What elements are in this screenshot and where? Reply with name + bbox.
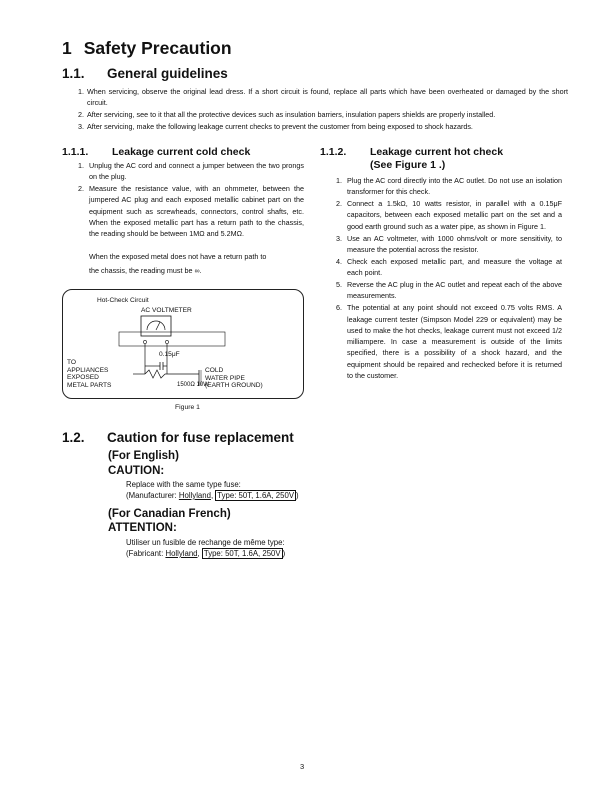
- appliance-label-line: METAL PARTS: [67, 381, 112, 389]
- list-item: [336, 175, 562, 198]
- section-title: [62, 38, 232, 59]
- cold-check-note-1: When the exposed metal does not have a return path to: [89, 252, 267, 261]
- cold-check-list: [78, 160, 304, 240]
- hot-check-title: Leakage current hot check: [370, 146, 504, 158]
- appliance-label-line: TO: [67, 359, 77, 366]
- list-item: [336, 302, 562, 381]
- french-spec-post: ): [282, 549, 286, 558]
- general-title: General guidelines: [107, 66, 228, 81]
- fuse-heading: [62, 430, 294, 445]
- item-text: After servicing, see to it that all the protective devices such as insulation barriers, insulation papers shields are properly installed.: [87, 110, 496, 120]
- english-spec-pre: (Manufacturer:: [126, 491, 179, 500]
- cold-check-note-2: the chassis, the reading must be ∞.: [89, 266, 202, 275]
- hot-check-heading: [320, 146, 503, 158]
- ground-label-line: COLD: [205, 367, 224, 374]
- general-heading: [62, 66, 228, 81]
- list-item: [78, 160, 304, 183]
- item-number: 2.: [78, 110, 84, 120]
- general-list: [78, 86, 568, 133]
- item-number: 3.: [336, 233, 342, 243]
- section-number: 1: [62, 38, 72, 58]
- hot-check-subtitle: (See Figure 1 .): [370, 159, 446, 171]
- hot-check-list: [336, 175, 562, 382]
- cold-check-heading: [62, 146, 250, 158]
- list-item: [336, 233, 562, 256]
- list-item: [78, 183, 304, 239]
- item-text: Use an AC voltmeter, with 1000 ohms/volt or more sensitivity, to measure the potential across the resistor.: [347, 233, 562, 254]
- fuse-title: Caution for fuse replacement: [107, 430, 294, 445]
- french-line1: Utiliser un fusible de rechange de même type:: [126, 538, 285, 547]
- item-number: 3.: [78, 122, 84, 132]
- figure-caption: Figure 1: [175, 404, 200, 411]
- page-number: 3: [300, 762, 305, 771]
- figure-title: Hot-Check Circuit: [97, 297, 149, 304]
- item-text: The potential at any point should not exceed 0.75 volts RMS. A leakage current tester (Simpson Model 229 or equivalent) may be used to make the hot checks, leakage current must not exceed 1/2 milliampere. In case a measurement is outside of the limits specified, there is a possibility of a shock hazard, and the equipment should be repaired and rechecked before it is returned to the customer.: [347, 303, 562, 381]
- french-heading: (For Canadian French): [108, 508, 231, 520]
- general-number: 1.1.: [62, 66, 85, 81]
- french-fuse-type: Type: 50T, 1.6A, 250V: [203, 549, 281, 558]
- hot-check-number: 1.1.2.: [320, 146, 347, 158]
- english-line1: Replace with the same type fuse:: [126, 480, 241, 489]
- item-text: Reverse the AC plug in the AC outlet and repeat each of the above measurements.: [347, 280, 562, 301]
- item-text: After servicing, make the following leakage current checks to prevent the customer from being exposed to shock hazards.: [87, 122, 473, 132]
- item-text: Check each exposed metallic part, and measure the voltage at each point.: [347, 256, 562, 278]
- english-spec-sep: ,: [210, 491, 216, 500]
- item-number: 1.: [78, 161, 84, 170]
- french-spec: [126, 549, 285, 558]
- item-text: Connect a 1.5kΩ, 10 watts resistor, in parallel with a 0.15μF capacitors, between each exposed metallic part on the set and a good earth ground such as a water pipe, as shown in Figure 1.: [347, 199, 562, 231]
- item-number: 1.: [336, 176, 342, 185]
- list-item: [336, 198, 562, 232]
- list-item: [78, 121, 568, 132]
- item-number: 2.: [336, 199, 342, 209]
- french-spec-sep: ,: [197, 549, 202, 558]
- resistor-label: 1500Ω 10W: [177, 382, 209, 388]
- english-fuse-type: Type: 50T, 1.6A, 250V: [217, 491, 295, 500]
- cold-check-title: Leakage current cold check: [112, 146, 251, 158]
- item-number: 4.: [336, 256, 342, 266]
- appliance-label-line: APPLIANCES: [67, 366, 109, 374]
- french-manufacturer: Hollyland: [165, 549, 198, 558]
- french-spec-pre: (Fabricant:: [126, 549, 166, 558]
- item-number: 1.: [78, 87, 84, 96]
- item-number: 2.: [78, 184, 84, 194]
- ground-label: [205, 367, 263, 390]
- item-number: 5.: [336, 280, 342, 290]
- figure-hot-check-circuit: [62, 289, 304, 399]
- appliance-label-line: EXPOSED: [67, 374, 99, 382]
- item-text: When servicing, observe the original lead dress. If a short circuit is found, replace all parts which have been overheated or damaged by the short circuit.: [87, 87, 568, 108]
- list-item: [78, 109, 568, 120]
- section-title-text: Safety Precaution: [83, 38, 232, 58]
- fuse-number: 1.2.: [62, 430, 85, 445]
- english-spec: [126, 491, 299, 500]
- appliance-label: [67, 359, 111, 389]
- capacitor-label: 0.15μF: [159, 351, 180, 358]
- french-caution: ATTENTION:: [108, 522, 177, 534]
- ground-label-line: (EARTH GROUND): [205, 382, 263, 390]
- list-item: [336, 279, 562, 302]
- item-number: 6.: [336, 303, 342, 313]
- english-spec-post: ): [296, 491, 299, 500]
- english-heading: (For English): [108, 450, 179, 462]
- english-caution: CAUTION:: [108, 465, 165, 477]
- ground-label-line: WATER PIPE: [205, 374, 245, 382]
- item-text: Plug the AC cord directly into the AC outlet. Do not use an isolation transformer for this check.: [347, 176, 562, 197]
- english-manufacturer: Hollyland: [178, 491, 211, 500]
- list-item: [78, 86, 568, 109]
- item-text: Measure the resistance value, with an ohmmeter, between the jumpered AC plug and each exposed metallic cabinet part on the equipment such as screwheads, connectors, control shafts, etc. When the exposed metallic part has a return path to the chassis, the reading should be between 1MΩ and 5.2MΩ.: [89, 184, 304, 239]
- cold-check-number: 1.1.1.: [62, 146, 89, 158]
- item-text: Unplug the AC cord and connect a jumper between the two prongs on the plug.: [89, 161, 304, 182]
- voltmeter-label: AC VOLTMETER: [141, 307, 192, 314]
- list-item: [336, 256, 562, 279]
